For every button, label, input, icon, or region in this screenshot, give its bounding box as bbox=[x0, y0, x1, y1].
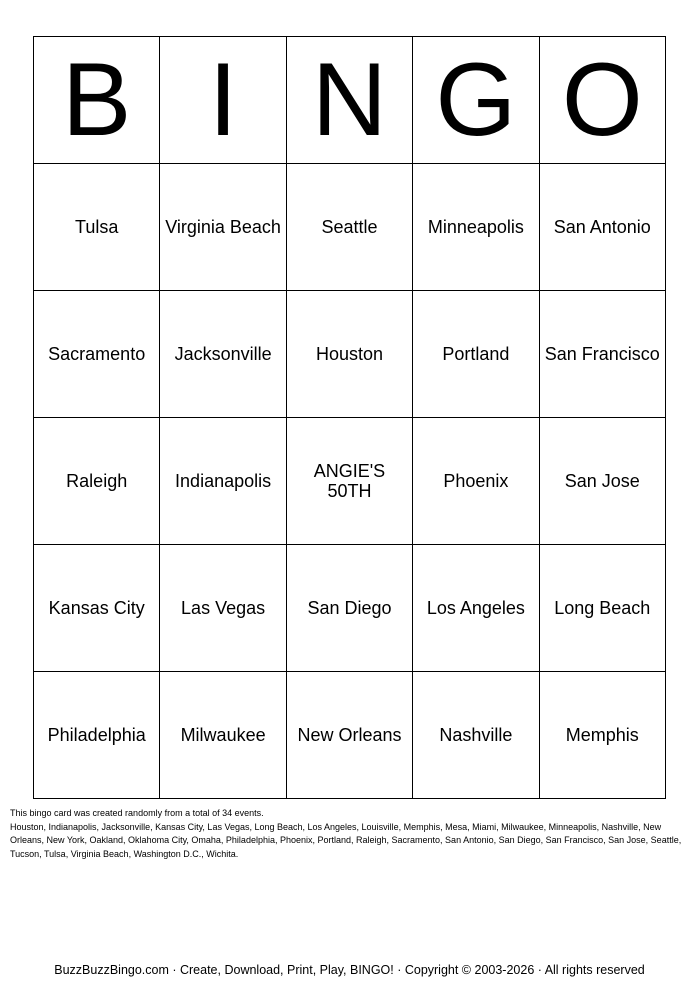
bingo-cell: Virginia Beach bbox=[160, 164, 286, 291]
bingo-row-4 bbox=[34, 545, 666, 672]
header-letter-o: O bbox=[539, 37, 665, 164]
bingo-cell: San Francisco bbox=[539, 291, 665, 418]
header-letter-i: I bbox=[160, 37, 286, 164]
bingo-cell: Tulsa bbox=[34, 164, 160, 291]
bingo-cell: Seattle bbox=[286, 164, 412, 291]
bingo-cell: Phoenix bbox=[413, 418, 539, 545]
bingo-cell: Milwaukee bbox=[160, 672, 286, 799]
bingo-cell: Jacksonville bbox=[160, 291, 286, 418]
bingo-cell: New Orleans bbox=[286, 672, 412, 799]
bingo-cell: Long Beach bbox=[539, 545, 665, 672]
bingo-cell: Los Angeles bbox=[413, 545, 539, 672]
bingo-cell: Houston bbox=[286, 291, 412, 418]
card-footnote bbox=[10, 807, 682, 861]
footnote-summary: This bingo card was created randomly from a total of 34 events. bbox=[10, 808, 264, 818]
bingo-row-3 bbox=[34, 418, 666, 545]
bingo-cell: Philadelphia bbox=[34, 672, 160, 799]
bingo-cell: Indianapolis bbox=[160, 418, 286, 545]
bingo-cell: Sacramento bbox=[34, 291, 160, 418]
bingo-cell: San Jose bbox=[539, 418, 665, 545]
copyright-line: BuzzBuzzBingo.com · Create, Download, Print, Play, BINGO! · Copyright © 2003-2026 · All rights reserved bbox=[54, 963, 645, 977]
bingo-cell: Minneapolis bbox=[413, 164, 539, 291]
bingo-cell: Las Vegas bbox=[160, 545, 286, 672]
header-letter-g: G bbox=[413, 37, 539, 164]
footnote-events-list: Houston, Indianapolis, Jacksonville, Kansas City, Las Vegas, Long Beach, Los Angeles, Louisville, Memphis, Mesa, Miami, Milwaukee, Minneapolis, Nashville, New Orleans, New York, Oakland, Oklahoma City, Omaha, Philadelphia, Phoenix, Portland, Raleigh, Sacramento, San Antonio, San Diego, San Francisco, San Jose, Seattle, Tucson, Tulsa, Virginia Beach, Washington D.C., Wichita. bbox=[10, 821, 682, 859]
bingo-cell: San Antonio bbox=[539, 164, 665, 291]
bingo-free-cell: ANGIE'S 50TH bbox=[286, 418, 412, 545]
bingo-cell: Raleigh bbox=[34, 418, 160, 545]
header-letter-b: B bbox=[34, 37, 160, 164]
bingo-header-row bbox=[34, 37, 666, 164]
bingo-row-5 bbox=[34, 672, 666, 799]
bingo-cell: Memphis bbox=[539, 672, 665, 799]
bingo-cell: San Diego bbox=[286, 545, 412, 672]
bingo-cell: Nashville bbox=[413, 672, 539, 799]
header-letter-n: N bbox=[286, 37, 412, 164]
bingo-cell: Portland bbox=[413, 291, 539, 418]
bingo-cell: Kansas City bbox=[34, 545, 160, 672]
bingo-card bbox=[33, 36, 666, 799]
bingo-row-2 bbox=[34, 291, 666, 418]
bingo-row-1 bbox=[34, 164, 666, 291]
